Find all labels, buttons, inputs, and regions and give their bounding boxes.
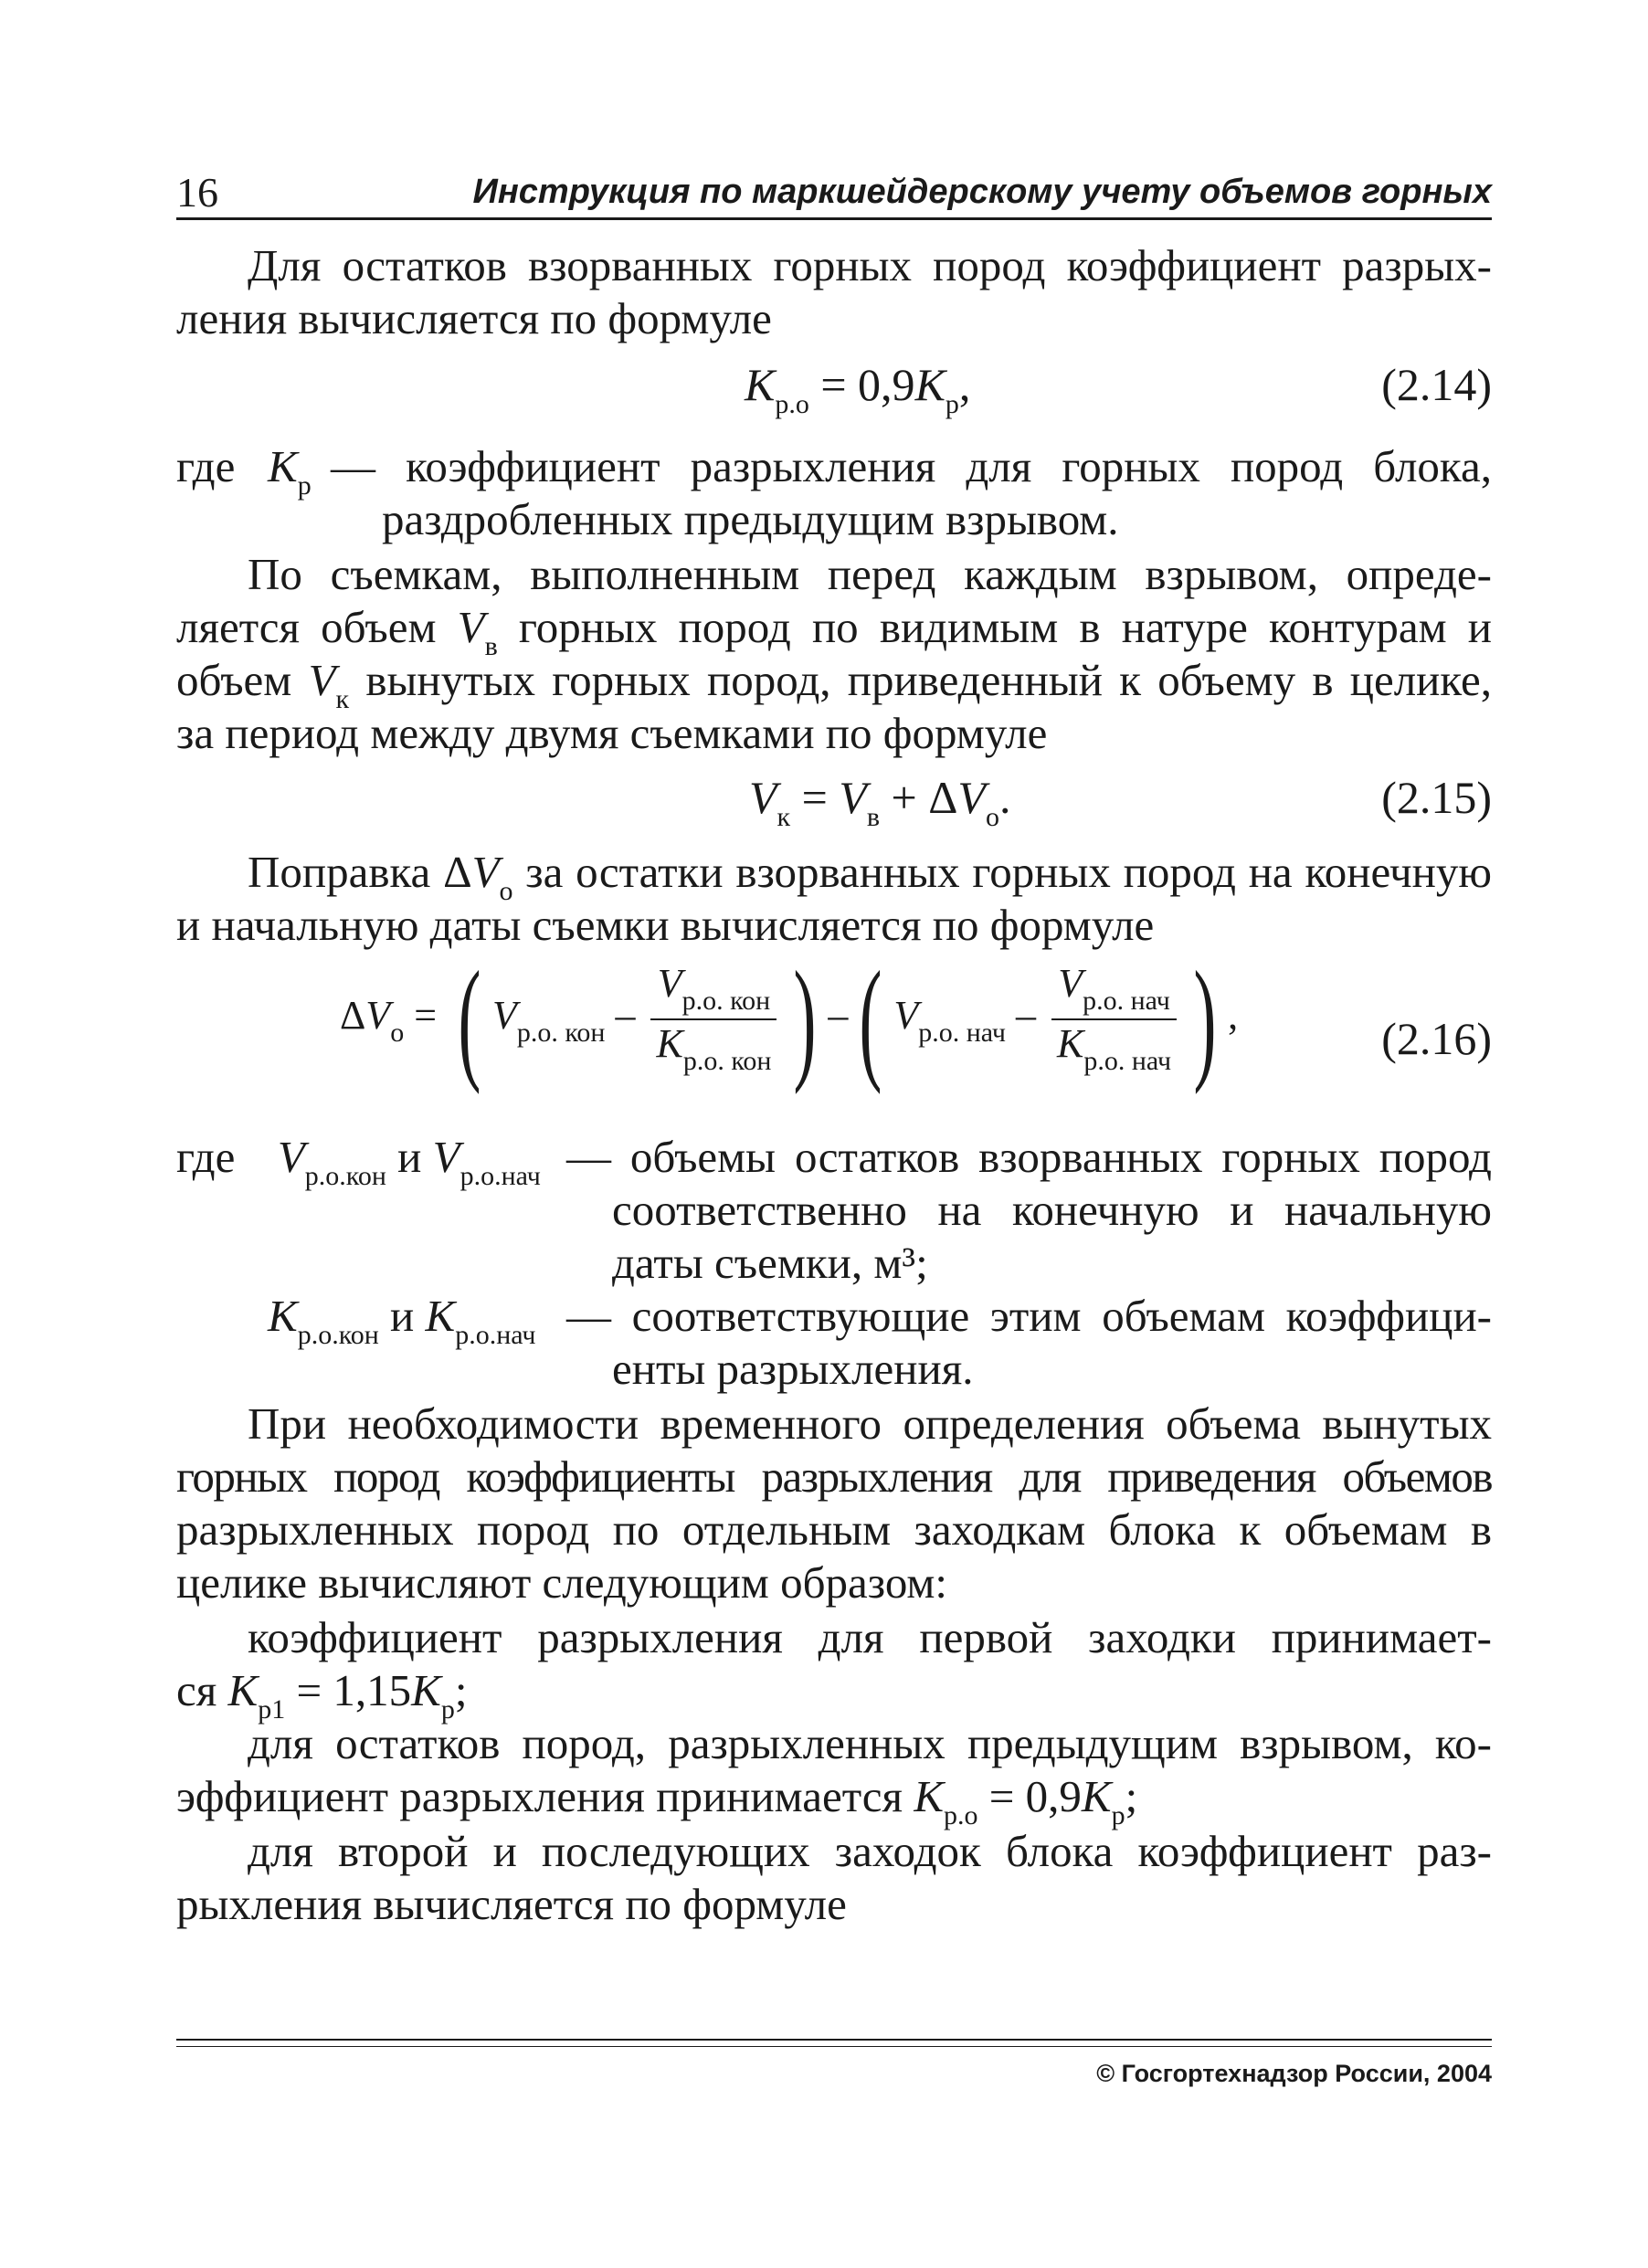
fraction-nach-num-sub: р.о. нач	[1083, 986, 1170, 1016]
paragraph-4-text-3: разрыхленных пород по отдельным заходкам блока к объемам в	[176, 1504, 1492, 1555]
header-title: Инструкция по маркшейдерскому учету объемов горных	[472, 173, 1492, 211]
paragraph-3-text-2: и начальную даты съемки вычисляется по формуле	[176, 900, 1155, 950]
paragraph-1-cont	[176, 292, 1492, 345]
def-3-text-line-2: енты разрыхления.	[612, 1344, 974, 1394]
def-2-symbol-1-sub: р.о.кон	[304, 1161, 386, 1191]
definition-k-ro	[268, 1290, 535, 1362]
paragraph-4-line-2	[176, 1450, 1492, 1503]
eq-2-15-b: V	[839, 772, 867, 823]
item-1-k1-sub: р1	[258, 1694, 286, 1725]
definition-v-ro	[176, 1131, 541, 1203]
right-paren-2-icon: )	[1193, 944, 1217, 1095]
page-number: 16	[176, 169, 218, 216]
fraction-kon-den-sub: р.о. кон	[682, 1046, 772, 1076]
equation-2-16	[340, 944, 1239, 1095]
eq-2-15-eq: =	[790, 772, 840, 823]
fraction-nach-denominator	[1051, 1020, 1177, 1075]
def-1-text-line-2: раздробленных предыдущим взрывом.	[382, 494, 1119, 544]
paragraph-2-symbol-vv: V	[457, 602, 485, 652]
fraction-kon-num-symbol: V	[657, 961, 682, 1006]
equation-2-15	[749, 772, 1011, 832]
fraction-nach-den-symbol: K	[1057, 1021, 1084, 1066]
item-1-k2: K	[411, 1665, 441, 1715]
item-3-line-1	[176, 1825, 1492, 1878]
item-2-mid: = 0,9	[977, 1771, 1082, 1821]
paragraph-4-text-4: целике вычисляют следующим образом:	[176, 1557, 948, 1608]
definition-v-ro-text-3	[612, 1237, 928, 1290]
item-1-k1: K	[227, 1665, 259, 1715]
def-3-and: и	[390, 1291, 415, 1341]
paragraph-2-line-4	[176, 707, 1492, 760]
fraction-nach	[1051, 961, 1177, 1076]
item-3-text-1: для второй и последующих заходок блока коэффициент раз-	[248, 1826, 1492, 1876]
item-3-line-2	[176, 1878, 1492, 1931]
def-2-text-line-3: даты съемки, м³;	[612, 1238, 928, 1288]
paragraph-2-text-2a: ляется объем	[176, 602, 458, 652]
paragraph-2-symbol-vv-sub: в	[484, 631, 498, 661]
def-2-symbol-1: V	[277, 1132, 305, 1182]
eq-2-15-c: V	[957, 772, 986, 823]
eq-2-16-tail: ,	[1228, 993, 1239, 1039]
definition-v-ro-text-1	[566, 1131, 1492, 1184]
def-3-text-line-1: — соответствующие этим объемам коэффици-	[566, 1291, 1492, 1341]
fraction-kon	[650, 961, 776, 1076]
eq-2-14-rhs-sub: р	[945, 389, 959, 419]
def-1-text-line-1: — коэффициент разрыхления для горных пород блока,	[331, 441, 1492, 491]
paragraph-3-text-1b: за остатки взорванных горных пород на конечную	[512, 847, 1492, 897]
right-paren-1-icon: )	[793, 944, 817, 1095]
def-2-and: и	[397, 1132, 422, 1182]
eq-2-16-lhs: V	[365, 993, 391, 1039]
item-2-text-2a: эффициент разрыхления принимается	[176, 1771, 914, 1821]
fraction-nach-den-sub: р.о. нач	[1083, 1046, 1172, 1076]
item-1-k2-sub: р	[440, 1694, 455, 1725]
item-2-line-1	[176, 1717, 1492, 1770]
definition-k-ro-text-2	[612, 1343, 974, 1396]
eq-2-16-v-kon: V	[491, 993, 517, 1039]
def-3-symbol-1: K	[268, 1291, 298, 1341]
paragraph-2-symbol-vk: V	[308, 655, 336, 705]
eq-2-14-tail: ,	[958, 359, 971, 410]
paragraph-2-text-4: за период между двумя съемками по формуле	[176, 708, 1048, 758]
paragraph-3-symbol: V	[471, 847, 500, 897]
eq-2-14-rhs: K	[914, 359, 945, 410]
item-1-tail: ;	[454, 1665, 468, 1715]
eq-2-16-delta: Δ	[340, 993, 366, 1039]
eq-2-15-a-sub: к	[776, 802, 791, 832]
def-2-text-line-1: — объемы остатков взорванных горных пород	[566, 1132, 1492, 1182]
def-1-symbol: K	[268, 441, 298, 491]
paragraph-2-line-1	[176, 548, 1492, 601]
eq-2-16-minus-3: –	[1016, 993, 1036, 1039]
footer-divider-thin	[176, 2046, 1492, 2047]
paragraph-3-symbol-sub: о	[499, 876, 513, 906]
equation-2-14-number: (2.14)	[1381, 359, 1492, 410]
definition-k-p-symbol	[268, 440, 312, 512]
paragraph-2-text-3b: вынутых горных пород, приведенный к объему в целике,	[349, 655, 1492, 705]
item-1-mid: = 1,15	[285, 1665, 412, 1715]
item-2-tail: ;	[1125, 1771, 1138, 1821]
definition-k-p-text-1	[331, 440, 1492, 493]
def-1-lead: где	[176, 441, 236, 491]
equation-2-16-number: (2.16)	[1381, 1013, 1492, 1064]
eq-2-14-lhs-sub: р.о	[775, 389, 809, 419]
item-1-line-1	[176, 1611, 1492, 1664]
item-3-text-2: рыхления вычисляется по формуле	[176, 1879, 847, 1929]
eq-2-15-b-sub: в	[866, 802, 881, 832]
item-1-text-2a: ся	[176, 1665, 228, 1715]
item-2-k2-sub: р	[1111, 1800, 1125, 1830]
left-paren-1-icon: (	[458, 944, 481, 1095]
left-paren-2-icon: (	[859, 944, 882, 1095]
eq-2-16-eq: =	[404, 993, 448, 1039]
eq-2-16-v-nach-sub: р.о. нач	[918, 1018, 1006, 1049]
eq-2-16-minus-2: –	[828, 993, 849, 1039]
fraction-kon-denominator	[650, 1020, 776, 1075]
running-header	[176, 163, 1492, 220]
def-1-symbol-sub: р	[297, 470, 312, 501]
footer-copyright: © Госгортехнадзор России, 2004	[1096, 2060, 1492, 2087]
eq-2-16-v-kon-sub: р.о. кон	[516, 1018, 606, 1049]
paragraph-4-line-1	[176, 1398, 1492, 1450]
paragraph-2-symbol-vk-sub: к	[335, 684, 350, 714]
eq-2-16-v-nach: V	[893, 993, 919, 1039]
definition-k-p-text-2	[382, 493, 1119, 546]
definition-v-ro-text-2	[612, 1184, 1492, 1237]
def-3-symbol-1-sub: р.о.кон	[297, 1320, 379, 1350]
eq-2-15-a: V	[749, 772, 777, 823]
paragraph-4-text-1: При необходимости временного определения объема вынутых	[248, 1398, 1492, 1449]
paragraph-4-text-2: горных пород коэффициенты разрыхления для приведения объемов	[176, 1451, 1492, 1502]
definition-k-p	[176, 440, 235, 493]
eq-2-15-tail: .	[998, 772, 1011, 823]
item-2-k1-sub: р.о	[944, 1800, 978, 1830]
paragraph-4-line-3	[176, 1503, 1492, 1556]
paragraph-4-line-4	[176, 1556, 1492, 1609]
paragraph-1	[176, 239, 1492, 292]
def-2-symbol-2-sub: р.о.нач	[460, 1161, 541, 1191]
eq-2-16-minus-1: –	[615, 993, 636, 1039]
equation-2-15-number: (2.15)	[1381, 772, 1492, 823]
paragraph-1-line-1: Для остатков взорванных горных пород коэффициент разрых-	[248, 240, 1492, 290]
paragraph-3-line-2	[176, 899, 1492, 952]
item-1-text-1: коэффициент разрыхления для первой заходки принимает-	[248, 1612, 1492, 1662]
fraction-nach-numerator	[1051, 961, 1177, 1020]
eq-2-16-lhs-sub: о	[390, 1018, 405, 1049]
def-3-symbol-2-sub: р.о.нач	[455, 1320, 536, 1350]
eq-2-14-lhs: K	[745, 359, 776, 410]
def-2-lead: где	[176, 1132, 236, 1182]
paragraph-3-text-1a: Поправка Δ	[248, 847, 472, 897]
item-2-text-1: для остатков пород, разрыхленных предыдущим взрывом, ко-	[248, 1718, 1492, 1768]
paragraph-2-text-1: По съемкам, выполненным перед каждым взрывом, опреде-	[248, 549, 1492, 599]
fraction-kon-numerator	[650, 961, 776, 1020]
item-2-k1: K	[914, 1771, 945, 1821]
def-2-text-line-2: соответственно на конечную и начальную	[612, 1185, 1492, 1235]
paragraph-2-text-2b: горных пород по видимым в натуре контурам и	[497, 602, 1492, 652]
eq-2-15-c-sub: о	[985, 802, 999, 832]
fraction-nach-num-symbol: V	[1058, 961, 1083, 1006]
fraction-kon-den-symbol: K	[656, 1021, 683, 1066]
def-2-symbol-2: V	[432, 1132, 460, 1182]
footer-divider	[176, 2039, 1492, 2041]
item-2-k2: K	[1081, 1771, 1112, 1821]
definition-k-ro-text-1	[566, 1290, 1492, 1343]
fraction-kon-num-sub: р.о. кон	[681, 986, 771, 1016]
paragraph-1-line-2: ления вычисляется по формуле	[176, 293, 772, 343]
equation-2-14	[745, 359, 971, 419]
eq-2-15-plus: + Δ	[880, 772, 958, 823]
eq-2-14-mid: = 0,9	[808, 359, 915, 410]
paragraph-2-text-3a: объем	[176, 655, 309, 705]
def-3-symbol-2: K	[425, 1291, 456, 1341]
